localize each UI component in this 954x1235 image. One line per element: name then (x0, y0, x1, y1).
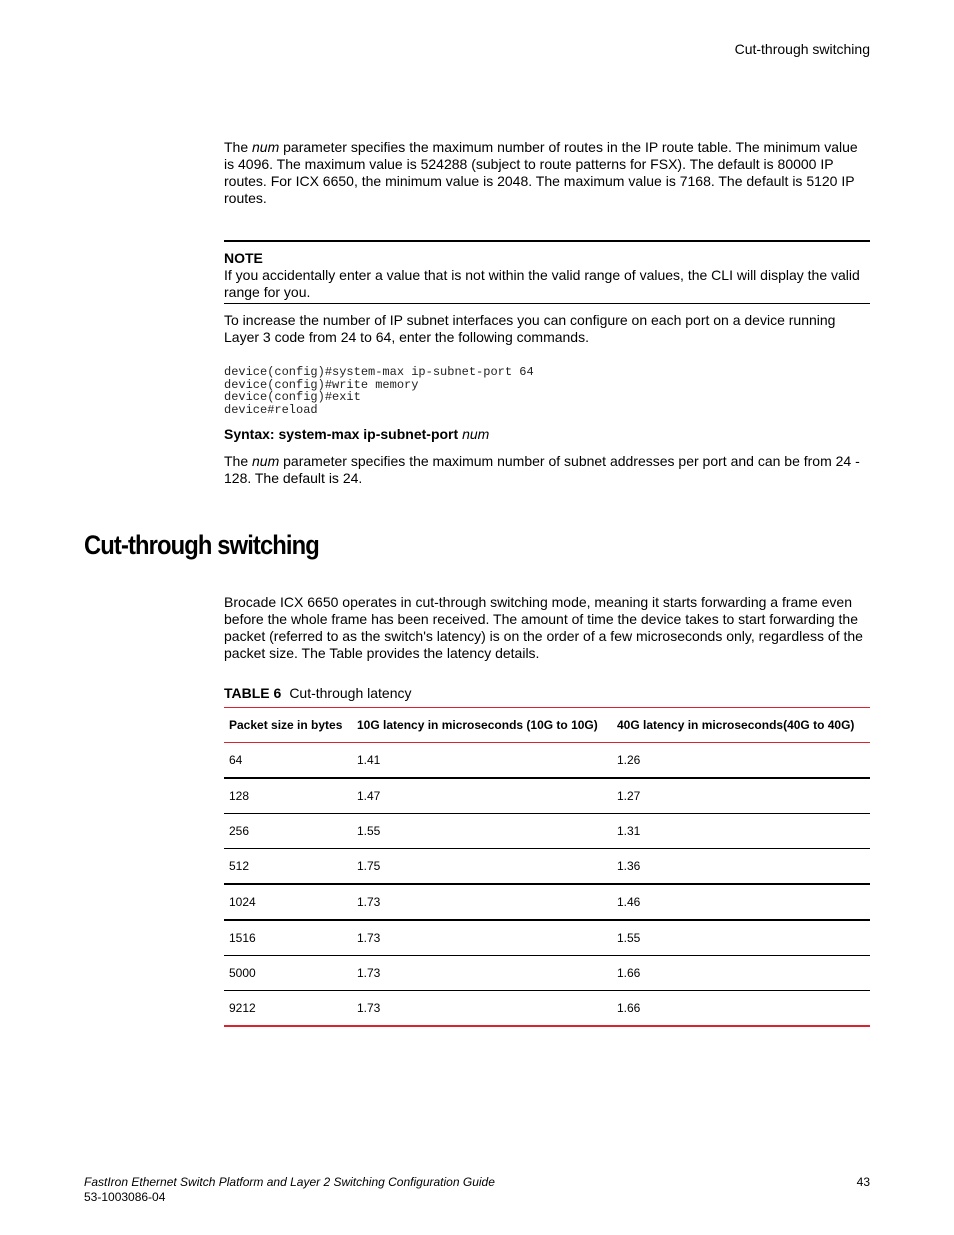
para3-param: num (252, 453, 280, 469)
table-cell: 1.55 (612, 920, 870, 956)
code-line: device(config)#write memory (224, 377, 419, 392)
syntax-arg: num (462, 426, 490, 442)
para1-pre: The (224, 139, 253, 155)
table-header-cell: 10G latency in microseconds (10G to 10G) (352, 708, 612, 743)
table-cell: 1.47 (352, 778, 612, 814)
table-cell: 1.75 (352, 849, 612, 885)
note-text: If you accidentally enter a value that is not within the valid range of values, the CLI will display the valid range for you. (224, 267, 860, 300)
table-cell: 1.55 (352, 814, 612, 849)
table-header-row (224, 708, 870, 743)
note-box (224, 240, 870, 304)
subnet-instructions-paragraph: To increase the number of IP subnet interfaces you can configure on each port on a device running Layer 3 code from 24 to 64, enter the following commands. (224, 312, 836, 345)
table-row (224, 920, 870, 956)
table-cell: 9212 (224, 991, 352, 1027)
table-cell: 1.73 (352, 956, 612, 991)
table-cell: 5000 (224, 956, 352, 991)
footer-doc-id: 53-1003086-04 (84, 1190, 166, 1204)
table-cell: 128 (224, 778, 352, 814)
table-cell: 1.31 (612, 814, 870, 849)
footer (84, 1175, 495, 1205)
table-cell: 256 (224, 814, 352, 849)
table-cell: 1.26 (612, 743, 870, 779)
table-cell: 1.73 (352, 920, 612, 956)
code-line: device(config)#exit (224, 390, 361, 405)
table-cell: 1.27 (612, 778, 870, 814)
code-line: device#reload (224, 402, 318, 417)
page-number: 43 (856, 1175, 870, 1189)
note-title: NOTE (224, 250, 263, 266)
section-heading: Cut-through switching (84, 530, 319, 560)
running-header: Cut-through switching (734, 41, 870, 57)
table-cell: 1.41 (352, 743, 612, 779)
table-row (224, 743, 870, 779)
table-row (224, 778, 870, 814)
subnet-parameter-paragraph (224, 453, 870, 487)
footer-doc-title: FastIron Ethernet Switch Platform and Layer 2 Switching Configuration Guide (84, 1175, 495, 1189)
para1-param: num (252, 139, 280, 155)
table-header-cell: 40G latency in microseconds(40G to 40G) (612, 708, 870, 743)
table-cell: 1516 (224, 920, 352, 956)
table-header-cell: Packet size in bytes (224, 708, 352, 743)
table-row (224, 849, 870, 885)
table-row (224, 991, 870, 1027)
para3-pre: The (224, 453, 253, 469)
latency-table (224, 707, 870, 1027)
table-cell: 1.66 (612, 991, 870, 1027)
section-intro-paragraph: Brocade ICX 6650 operates in cut-through switching mode, meaning it starts forwarding a frame even before the whole frame has been received. The amount of time the device takes to start forwarding the packet (referred to as the switch's latency) is on the order of a few microseconds only, regardless of the packet size. The Table provides the latency details. (224, 594, 863, 661)
table-cell: 512 (224, 849, 352, 885)
table-cell: 64 (224, 743, 352, 779)
code-block (224, 366, 534, 416)
para1-post: parameter specifies the maximum number of routes in the IP route table. The minimum value is 4096. The maximum value is 524288 (subject to route patterns for FSX). The default is 80000 IP routes. For ICX 6650, the minimum value is 2048. The maximum value is 7168. The default is 5120 IP routes. (224, 139, 858, 206)
table-row (224, 956, 870, 991)
table-cell: 1.46 (612, 884, 870, 920)
table-cell: 1.73 (352, 991, 612, 1027)
table-caption (224, 685, 412, 701)
table-cell: 1.66 (612, 956, 870, 991)
table-caption-label: TABLE 6 (224, 685, 282, 701)
code-line: device(config)#system-max ip-subnet-port 64 (224, 365, 534, 379)
table-row (224, 884, 870, 920)
table-cell: 1.73 (352, 884, 612, 920)
table-cell: 1024 (224, 884, 352, 920)
table-caption-text: Cut-through latency (289, 685, 412, 701)
table-cell: 1.36 (612, 849, 870, 885)
para3-post: parameter specifies the maximum number of subnet addresses per port and can be from 24 - 128. The default is 24. (224, 453, 860, 486)
table-row (224, 814, 870, 849)
syntax-line (224, 426, 489, 442)
num-parameter-paragraph (224, 139, 870, 207)
syntax-command: Syntax: system-max ip-subnet-port (224, 426, 459, 442)
